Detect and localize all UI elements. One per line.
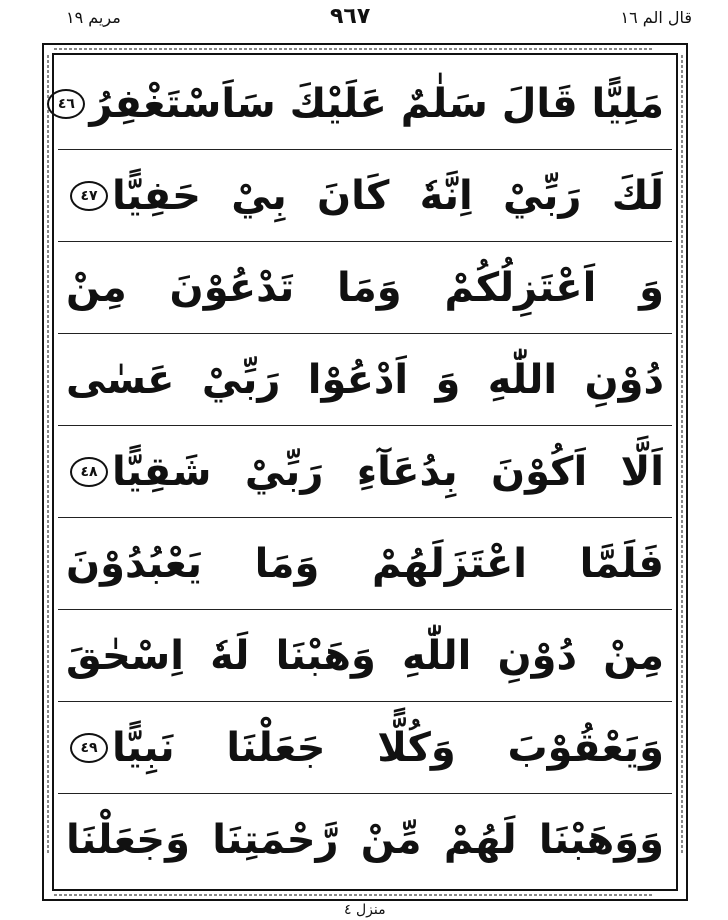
ayah-marker: ٤٦ [47, 89, 85, 119]
text-line [58, 610, 672, 702]
ayah-marker: ٤٧ [70, 181, 108, 211]
line-text: دُوْنِ اللّٰهِ وَ اَدْعُوْا رَبِّيْ عَسٰى [66, 356, 664, 403]
text-line [58, 518, 672, 610]
chain-border-bottom [54, 892, 654, 898]
manzil-label: منزل ٤ [344, 902, 386, 918]
line-text: وَوَهَبْنَا لَهُمْ مِّنْ رَّحْمَتِنَا وَجَعَلْنَا [66, 817, 664, 863]
text-line [58, 702, 672, 794]
line-text: مَلِيًّا قَالَ سَلٰمٌ عَلَيْكَ سَاَسْتَغْفِرُ [89, 80, 664, 127]
chain-border-right [679, 55, 685, 855]
line-text: مِنْ دُوْنِ اللّٰهِ وَهَبْنَا لَهٗ اِسْحٰقَ [66, 632, 664, 679]
line-text: لَكَ رَبِّيْ اِنَّهٗ كَانَ بِيْ حَفِيًّا [112, 172, 664, 219]
text-line [58, 58, 672, 150]
line-text: وَيَعْقُوْبَ وَكُلًّا جَعَلْنَا نَبِيًّا [112, 724, 664, 771]
ayah-marker: ٤٩ [70, 733, 108, 763]
chain-border-left [45, 55, 51, 855]
line-text: اَلَّا اَكُوْنَ بِدُعَآءِ رَبِّيْ شَقِيًّا [112, 448, 664, 495]
page-number: ٩٦٧ [330, 4, 371, 29]
chain-border-top [54, 46, 654, 52]
line-text: وَ اَعْتَزِلُكُمْ وَمَا تَدْعُوْنَ مِنْ [66, 264, 664, 311]
text-line [58, 242, 672, 334]
text-line [58, 794, 672, 886]
juz-name: قال الم ١٦ [620, 8, 692, 27]
line-text: فَلَمَّا اعْتَزَلَهُمْ وَمَا يَعْبُدُوْنَ [66, 540, 664, 587]
text-line [58, 426, 672, 518]
surah-name: مریم ١٩ [66, 8, 121, 27]
text-line [58, 150, 672, 242]
page-footer [0, 902, 728, 920]
ayah-marker: ٤٨ [70, 457, 108, 487]
text-line [58, 334, 672, 426]
text-lines [58, 58, 672, 888]
page-header [0, 0, 728, 46]
